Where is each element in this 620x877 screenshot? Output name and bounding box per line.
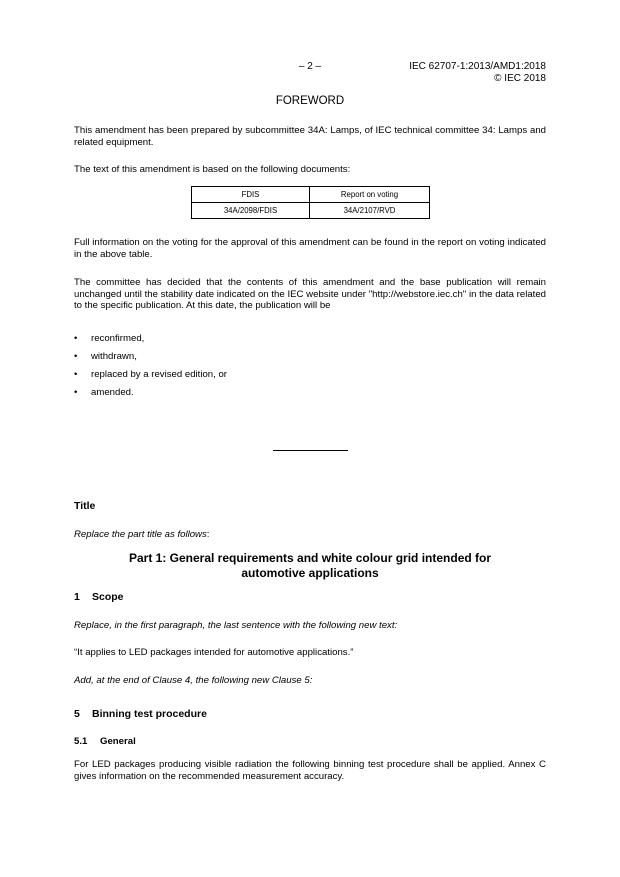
table-header-row [192,187,430,203]
part-title-line1: Part 1: General requirements and white colour grid intended for [128,551,492,565]
scope-instruction: Replace, in the first paragraph, the last sentence with the following new text: [74,620,398,631]
title-instruction: Replace the part title as follows: [74,529,210,540]
table-header-report: Report on voting [310,187,430,203]
title-heading: Title [74,500,96,512]
stability-text: The committee has decided that the contents of this amendment and the base publication will remain unchanged until the stability date indicated on the IEC website under "http://webstore.iec.ch" in the data related to the specific publication. At this date, the publication will be [74,277,546,312]
copyright-line: © IEC 2018 [494,73,546,84]
reference-code: IEC 62707-1:2013/AMD1:2018 [409,61,546,72]
section-divider [273,450,348,451]
voting-info: Full information on the voting for the approval of this amendment can be found in the report on voting indicated in the above table. [74,237,546,260]
add-clause-instruction: Add, at the end of Clause 4, the following new Clause 5: [74,675,313,686]
based-on-text: The text of this amendment is based on the following documents: [74,164,351,175]
bullet-icon: • [74,369,78,380]
list-item: • replaced by a revised edition, or [74,369,227,380]
bullet-icon: • [74,387,78,398]
page-number: – 2 – [298,61,322,72]
table-header-fdis: FDIS [192,187,310,203]
scope-heading: 1 Scope [74,591,124,603]
foreword-heading: FOREWORD [275,95,345,107]
bullet-icon: • [74,351,78,362]
binning-heading: 5 Binning test procedure [74,708,207,720]
part-title-line2: automotive applications [241,566,379,580]
part-title [0,551,620,581]
scope-new-text: “It applies to LED packages intended for automotive applications.” [74,647,354,658]
general-subheading: 5.1 General [74,736,136,747]
list-item: • amended. [74,387,134,398]
foreword-intro: This amendment has been prepared by subcommittee 34A: Lamps, of IEC technical committee 34: Lamps and related equipment. [74,125,546,148]
table-cell-rvd: 34A/2107/RVD [310,203,430,219]
document-reference [409,61,546,85]
table-row [192,203,430,219]
list-item: • withdrawn, [74,351,137,362]
table-cell-fdis: 34A/2098/FDIS [192,203,310,219]
binning-text: For LED packages producing visible radiation the following binning test procedure shall be applied. Annex C gives information on the recommended measurement accuracy. [74,759,546,782]
bullet-icon: • [74,333,78,344]
list-item: • reconfirmed, [74,333,145,344]
bullet-list [74,333,227,405]
documents-table [191,186,430,219]
